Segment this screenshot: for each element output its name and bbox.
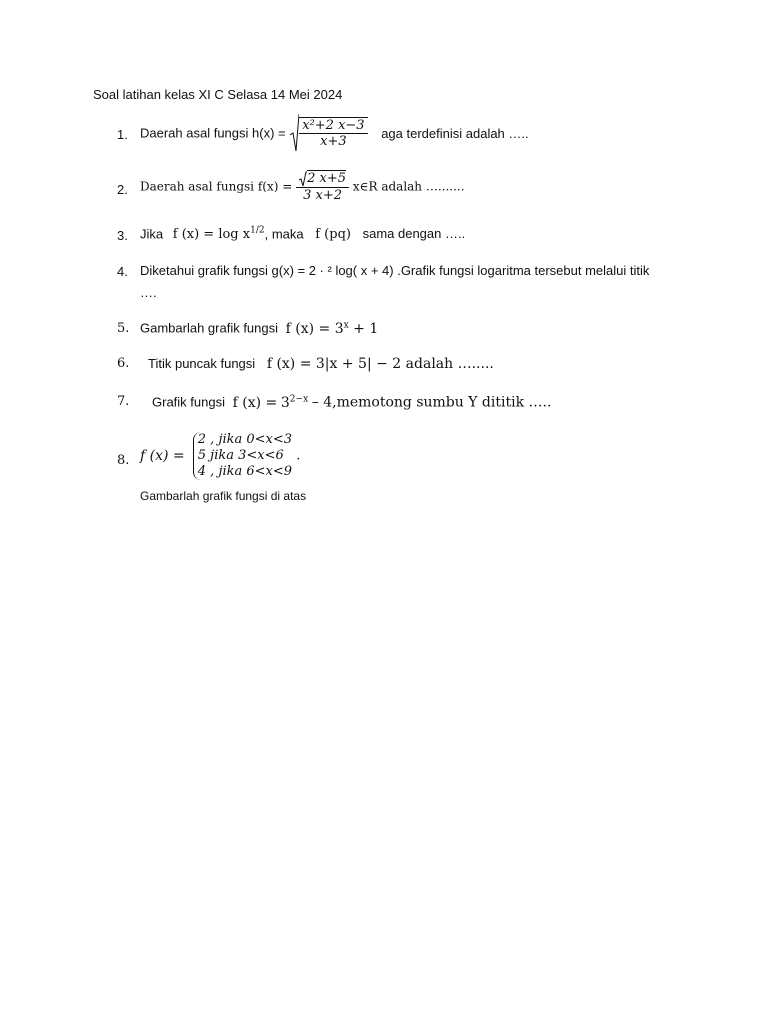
question-8-note: Gambarlah grafik fungsi di atas: [140, 489, 307, 503]
question-7-power: [281, 395, 308, 411]
question-6-prefix: Titik puncak fungsi: [148, 356, 256, 371]
question-8-case-1: 2 , jika 0<x<3: [197, 432, 293, 447]
question-6-expression: f (x) = 3|x + 5| − 2 adalah ….....: [266, 356, 494, 372]
question-8-dot: .: [296, 448, 301, 464]
question-5-number: 5.: [117, 321, 130, 336]
question-2-number: 2.: [117, 182, 128, 197]
question-7-prefix: Grafik fungsi: [152, 394, 225, 410]
question-3-suffix: sama dengan …..: [362, 226, 466, 242]
question-7-expression: f (x) =: [232, 394, 278, 411]
question-7-base: 3: [280, 394, 290, 411]
question-3-expr1: f (x) = log x: [172, 227, 251, 243]
question-8-lhs: f (x) =: [140, 448, 185, 464]
question-7-number: 7.: [117, 394, 130, 409]
question-5-tail: + 1: [348, 320, 379, 337]
question-3-expression: [173, 227, 265, 242]
question-1-number: 1.: [117, 127, 128, 142]
question-2-denominator: 3 x+2: [296, 187, 349, 203]
question-3-number: 3.: [117, 228, 128, 243]
document-title: Soal latihan kelas XI C Selasa 14 Mei 2024: [93, 87, 343, 102]
question-1-root: [289, 113, 367, 153]
question-3-expression-2: f (pq): [315, 227, 351, 243]
question-4-line-1: Diketahui grafik fungsi g(x) = 2 · ² log( x + 4) .Grafik fungsi logaritma tersebut melalui titik: [140, 263, 650, 278]
question-4-number: 4.: [117, 264, 128, 279]
question-7: [152, 394, 551, 411]
question-8-number: 8.: [117, 453, 130, 468]
question-1-suffix: aga terdefinisi adalah …..: [381, 125, 529, 141]
question-2-suffix: x∈R adalah ….......: [352, 179, 465, 194]
question-8: [140, 432, 300, 480]
question-1-numerator: x²+2 x−3: [302, 118, 365, 133]
question-4-line-2: ….: [140, 285, 157, 300]
radical-sign-icon: [289, 113, 299, 153]
question-8-cases: [193, 432, 292, 480]
question-7-exponent: 2−x: [289, 394, 309, 404]
radical-sign-icon: [299, 171, 307, 187]
question-2-numerator: 2 x+5: [307, 171, 346, 186]
question-5: [140, 320, 378, 337]
question-5-exponent: x: [343, 320, 349, 330]
question-3-exponent: 1/2: [250, 226, 265, 236]
question-1-prefix: Daerah asal fungsi h(x) =: [140, 125, 286, 141]
question-2: [140, 170, 465, 203]
question-6: [148, 356, 494, 372]
question-5-prefix: Gambarlah grafik fungsi: [140, 320, 279, 336]
question-1-fraction: [299, 118, 367, 149]
question-8-case-3: 4 , jika 6<x<9: [197, 464, 293, 479]
question-3-mid: , maka: [264, 226, 304, 242]
question-3-prefix: Jika: [140, 226, 164, 242]
question-7-tail: – 4,memotong sumbu Y dititik …..: [311, 394, 552, 411]
question-5-expr: f (x) = 3: [285, 320, 344, 337]
question-5-expression: [286, 321, 379, 337]
question-1: [140, 113, 529, 153]
question-2-fraction: [296, 170, 349, 203]
question-6-number: 6.: [117, 356, 130, 371]
question-8-case-2: 5 jika 3<x<6: [197, 448, 284, 463]
question-2-prefix: Daerah asal fungsi f(x) =: [140, 179, 293, 194]
question-1-denominator: x+3: [299, 133, 367, 149]
question-3: [140, 226, 465, 242]
